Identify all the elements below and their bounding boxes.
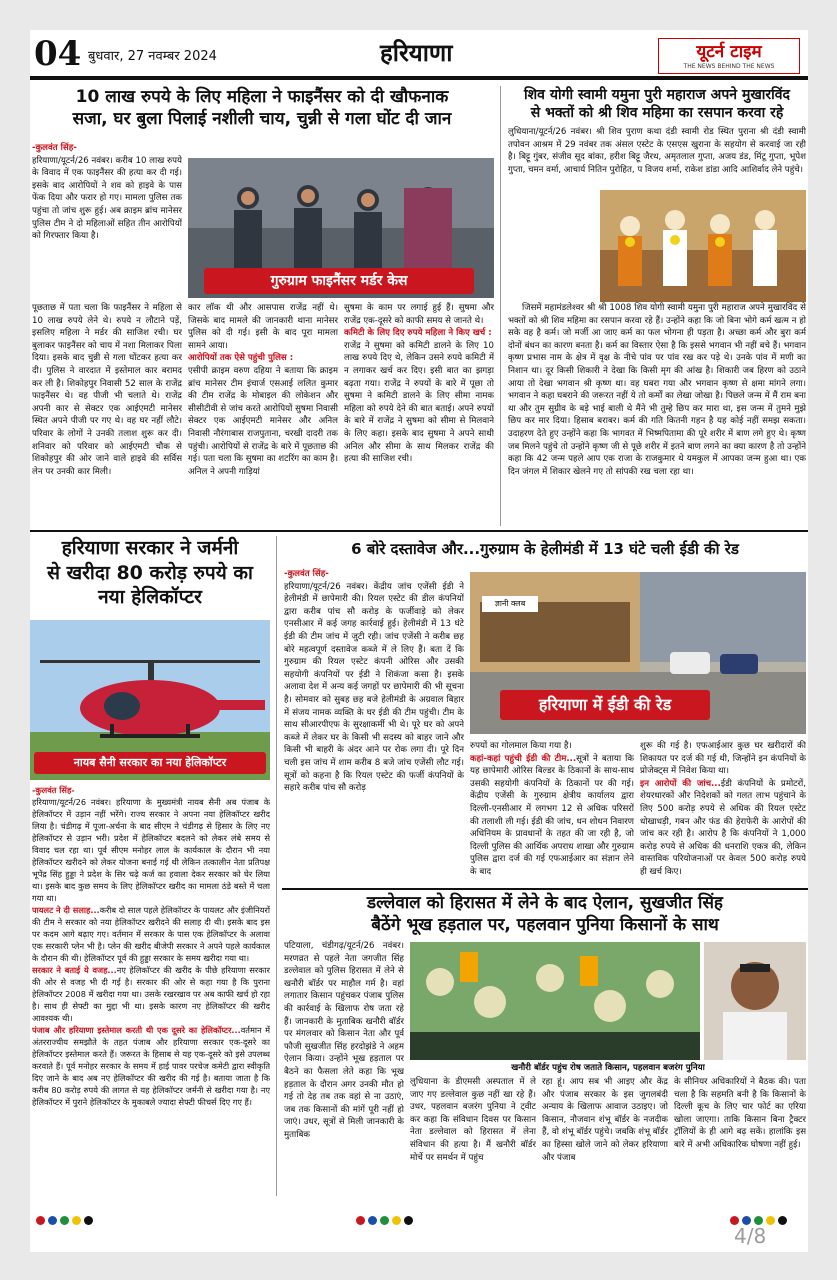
- color-dot: [380, 1216, 389, 1225]
- story3-subhead-1: पायलट ने दी सलाह...: [32, 905, 100, 915]
- story4-col2: रुपयों का गोलमाल किया गया है। कहां-कहां पहुंची ईडी की टीम...सूत्रों ने बताया कि यह छापेमारी ओरिस बिल्डर के ठिकानों के साथ-साथ उसकी सहयोगी कंपनियों के ठिकानों पर की गई। केंद्रीय एजेंसी के गुरुग्राम क्षेत्रीय कार्यालय द्वारा दिल्ली-एनसीआर में लगभग 12 से अधिक परिसरों की तलाशी ली गई। ईडी की जांच, धन शोधन निवारण अधिनियम के प्रावधानों के तहत की जा रही है, जो दिल्ली पुलिस की आर्थिक अपराध शाखा और गुरुग्राम पुलिस द्वारा दर्ज की गई एफआईआर का संज्ञान लेने के बाद: [470, 741, 634, 877]
- story1-headline-line2: सजा, घर बुला पिलाई नशीली चाय, चुन्नी से गला घोंट दी जान: [72, 109, 452, 130]
- story2-photo: [600, 190, 806, 302]
- shop-sign: ज्ञानी क्लब: [482, 596, 538, 612]
- story4-col3: शुरू की गई है। एफआईआर कुछ घर खरीदारों की शिकायत पर दर्ज की गई थी, जिन्होंने इन कंपनियों के प्रोजेक्ट्स में निवेश किया था। इन आरोपों की जांच...ईडी कंपनियों के प्रमोटरों, शेयरधारकों और निदेशकों को गलत लाभ पहुंचाने के लिए 500 करोड़ रुपये से अधिक की रियल एस्टेट धोखाधड़ी, गबन और फंड की हेराफेरी के आरोपों की जांच कर रही है। आरोप है कि कंपनियों ने 1,000 करोड़ रुपये से अधिक की धनराशि एकत्र की, लेकिन वास्तविक परियोजनाओं पर केवल 500 करोड़ रुपये ही खर्च किए।: [640, 741, 806, 877]
- header-rule: [30, 76, 808, 80]
- color-dot: [392, 1216, 401, 1225]
- story1-col2-text-b: एसीपी क्राइम वरुण दहिया ने बताया कि क्राइम ब्रांच मानेसर टीम इंचार्ज एसआई ललित कुमार की टीम राजेंद्र के मोबाइल की लोकेशन और सीसीटीवी से जांच करते आरोपियों सुषमा निवासी सेक्टर एक आईएमटी मानेसर और अनिल निवासी नौरंगाबास राजपुताना, चरखी दादरी तक पहुंची। आरोपियों से राजेंद्र के बारे में पूछताछ की गई। पता चला कि सुषमा का शटरिंग का काम है। अनिल ने अपनी गाड़ियां: [188, 365, 338, 477]
- story5-col1: पटियाला, चंडीगढ़/यूटर्न/26 नवंबर। मरणव्रत से पहले नेता जगजीत सिंह डल्लेवाल को पुलिस हिरासत में लेने से खनौरी बॉर्डर पर माहौल गर्म है। वहां लगातार किसान पहुंचकर पंजाब पुलिस की कार्रवाई के खिलाफ रोष जता रहे हैं। जानकारी के मुताबिक खनौरी बॉर्डर पर मंगलवार को किसान नेता और पूर्व फौजी सुखजीत सिंह हरदोझंडे ने अहम ऐलान किया। उन्होंने भूख हड़ताल पर बैठने का फैसला लेते कहा कि भूख हड़ताल के दौरान अगर उनकी मौत हो गई तो देह तब तक वहां से ना उठाएं, जब तक किसानों की मांगें पूरी नहीं हो जाएं। उधर, सूत्रों से मिली जानकारी के मुताबिक: [284, 941, 404, 1140]
- color-dot: [84, 1216, 93, 1225]
- color-dot: [72, 1216, 81, 1225]
- story5-photo: [410, 942, 806, 1060]
- story4-col3-text-a: शुरू की गई है। एफआईआर कुछ घर खरीदारों की शिकायत पर दर्ज की गई थी, जिन्होंने इन कंपनियों के प्रोजेक्ट्स में निवेश किया था।: [640, 741, 806, 777]
- story5-col2: लुधियाना के डीएमसी अस्पताल में ले जाए गए डल्लेवाल कुछ नहीं खा रहे हैं। उधर, पहलवान बजरंग पुनिया ने ट्वीट कर कहा कि संविधान दिवस पर किसान नेता डल्लेवाल को हिरासत में लेना संविधान की हत्या है। मैं खनौरी बॉर्डर मोर्चे पर समर्थन में पहुंच: [410, 1077, 536, 1163]
- story3-headline-line3: नया हेलिकॉप्टर: [98, 586, 202, 609]
- story4-col1-text: हरियाणा/यूटर्न/26 नवंबर। केंद्रीय जांच एजेंसी ईडी ने हेलीमंडी में छापेमारी की। रियल एस्टेट की डील कंपनियों द्वारा करीब पांच सौ करोड़ के फर्जीवाड़े को लेकर एनसीआर में कई जगह कार्रवाई हुई। हेलीमंडी में 13 घंटे ईडी की टीम जांच में जुटी रही। जांच एजेंसी ने करीब छह बोरे महत्वपूर्ण दस्तावेज कब्जे में ले लिए हैं। बता दें कि गुरुग्राम की रियल एस्टेट कंपनी ओरिस और उसकी सहयोगी कंपनियों पर ईडी ने शिकंजा कसा है। इसके अलावा देश में अन्य कई जगहों पर छापेमारी की भी सूचना है। सोमवार को सुबह छह बजे हेलीमंडी के अग्रवाल बिहार में संजय नामक व्यक्ति के घर ईडी की टीम पहुंची। टीम के साथ सीआरपीएफ के सुरक्षाकर्मी भी थे। पूरे घर को अपने कब्जे में लेकर घर के किसी भी सदस्य को बाहर जाने और किसी भी बाहरी के अंदर आने पर रोक लगा दी। पूरे दिन चली इस जांच में शाम करीब 8 बजे जांच एजेंसी लौट गई। सूत्रों को कहना है कि रियल एस्टेट की फर्जी कंपनियों के सहारे करीब पांच सौ करोड़: [284, 581, 464, 794]
- story4-headline: 6 बोरे दस्तावेज और...गुरुग्राम के हेलीमंडी में 13 घंटे चली ईडी की रेड: [351, 540, 739, 558]
- story1-headline-line1: 10 लाख रुपये के लिए महिला ने फाइनैंसर को दी खौफनाक: [75, 87, 449, 107]
- issue-date: बुधवार, 27 नवम्बर 2024: [88, 49, 217, 64]
- page-number: 04: [34, 34, 82, 74]
- logo-title: यूटर्न टाइम: [696, 42, 762, 62]
- story5-col3: रहा हूं। आप सब भी आइए और केंद्र और पंजाब सरकार के इस जुगलबंदी अन्याय के खिलाफ आवाज उठाइए। जो किसान, नौजवान शंभू बॉर्डर के नजदीक हैं, वो शंभू बॉर्डर पहुंचे। जबकि शंभू बॉर्डर का हिस्सा खोले जाने को लेकर हरियाणा और पंजाब: [542, 1077, 668, 1163]
- color-dot: [356, 1216, 365, 1225]
- story3-photo-caption: नायब सैनी सरकार का नया हेलिकॉप्टर: [34, 752, 266, 774]
- story1-col1: पूछताछ में पता चला कि फाइनैंसर ने महिला से 10 लाख रुपये लेने थे। रुपये न लौटाने पड़ें, इसलिए महिला ने मर्डर की साजिश रची। घर बुलाकर फाइनैंसर को चाय में नशा मिलाकर पिला दिया। इसके बाद चुन्नी से गला घोंटकर हत्या कर दी। पुलिस ने वारदात में इस्तेमाल कार बरामद कर ली है। शिकोहपुर निवासी 52 साल के राजेंद्र फाइनैंसर थे। वह पीजी भी चलाते थे। राजेंद्र अपनी कार से सेक्टर एक आईएमटी मानेसर स्थित अपने पीजी पर गए थे। वह घर नहीं लौटे। परिवार के लोगों ने उनकी तलाश शुरू कर दी। शनिवार को परिवार को आईएमटी चौक से शिकोहपुर की ओर जाने वाले हाइवे की सर्विस लेन पर उनकी कार मिली।: [32, 303, 182, 477]
- color-dot: [368, 1216, 377, 1225]
- story1-col2-text-a: कार लॉक थी और आसपास राजेंद्र नहीं थे। जिसके बाद मामले की जानकारी थाना मानेसर पुलिस को दी गई। इसी के बाद पूरा मामला सामने आया।: [188, 303, 338, 351]
- story1-lead: [32, 142, 182, 300]
- color-dot: [36, 1216, 45, 1225]
- story4-photo: [470, 572, 806, 734]
- story1-col2-subhead: आरोपियों तक ऐसे पहुंची पुलिस :: [188, 353, 294, 364]
- page-footer: [30, 1202, 808, 1252]
- story2-headline: [506, 86, 808, 122]
- religious-event-photo: [600, 190, 806, 302]
- section-rule: [282, 888, 808, 890]
- color-dot: [404, 1216, 413, 1225]
- story1-headline: [30, 86, 494, 130]
- story3-byline: -कुलवंत सिंह-: [32, 785, 75, 795]
- column-divider: [500, 86, 501, 526]
- story4-photo-caption: हरियाणा में ईडी की रेड: [500, 690, 710, 720]
- color-dot: [778, 1216, 787, 1225]
- story1-col3-subhead: कमिटी के लिए दिए रुपये महिला ने किए खर्च :: [344, 328, 492, 339]
- story4-subhead-1: कहां-कहां पहुंची ईडी की टीम...: [470, 753, 577, 764]
- story1-col3: [344, 302, 494, 520]
- story4-col1: [284, 568, 464, 884]
- section-title: हरियाणा: [380, 39, 453, 67]
- color-dot: [60, 1216, 69, 1225]
- story2-headline-line2: से भक्तों को श्री शिव महिमा का रसपान करवा रहे: [530, 105, 784, 122]
- story5-photo-caption: खनौरी बॉर्डर पहुंच रोष जताते किसान, पहलवान बजरंग पुनिया: [511, 1063, 705, 1073]
- story2-lead-a: लुधियाना/यूटर्न/26 नवंबर। श्री शिव पुराण कथा दंडी स्वामी रोड स्थित पुराना श्री दंडी स्वामी तपोवन आश्रम में 29 नवंबर तक अंसल एस्टेट के एसएस खुराना के सहयोग से करवाई जा रही है। बिट्टू गुंबर, संजीव सूद बांका, हरीश बिट्टू जैरथ, अमृतलाल गुप्ता, अजय डंड, मिंटू गुप्ता, भूपेश गुप्ता, चमन वर्मा, आचार्य नितिन पुरोहित, प विजय शर्मा, राकेश डांडा आदि आशिर्वाद लेने पहुंचे।: [508, 127, 806, 175]
- color-dot: [766, 1216, 775, 1225]
- story5-headline-line2: बैठेंगे भूख हड़ताल पर, पहलवान पुनिया किसानों के साथ: [371, 915, 719, 936]
- story1-photo-caption: गुरुग्राम फाइनैंसर मर्डर केस: [204, 268, 474, 294]
- story2-headline-line1: शिव योगी स्वामी यमुना पुरी महाराज अपने मुखारविंद: [524, 87, 790, 103]
- newspaper-page: [30, 30, 808, 1252]
- column-divider: [276, 536, 277, 1196]
- protest-photo: [410, 942, 806, 1060]
- story3-headline: [30, 536, 270, 610]
- story2-body: जिसमें महामंडलेश्वर श्री श्री 1008 शिव योगी स्वामी यमुना पुरी महाराज अपने मुखारविंद से भक्तों को श्री शिव महिमा का रसपान करवा रहे हैं। उन्होंने कहा कि जो बिना भोगे कर्म खत्म न हो सके वह है कर्म। जो मर्जी आ जाए कर्म का फल भोगना ही पड़ता है। अच्छा कर्म और बुरा कर्म दोनों बंधन का कारण बनता है। कर्म का विस्तार ऐसा है कि इससे भगवान भी नहीं बचे हैं। भगवान कृष्ण प्रभास नाम के क्षेत्र में वृक्ष के नीचे पांव पर पांव रख कर पड़े थे। उनके पांव में मणी का निशान था। दूर किसी शिकारी ने देखा कि किसी मृग की आंख है। शिकारी जब हिरण को उठाने आया तो देखा भगवान श्री कृष्ण था। वह घबरा गया और भगवान कृष्ण से क्षमा मांगने लगा। भगवान ने कहा घबराने की जरूरत नहीं ये तो कर्मों का लेखा जोखा है। पिछले जन्म में मैं राम बना था और तुम सुग्रीव के बड़े भाई बाली थे मैंने भी तुम्हे छिप कर मारा था, इस जन्म में तुमने मुझे छिप कर मार दिया। हिसाब बराबर। कर्म की गति कितनी गहन है यह कोई नहीं समझ सकता। उदाहरण देते हुए उन्होंने कहा कि भागवत में भिष्मपितामा की पूरे शरीर में बाण लगे हुए थे। कृष्ण जब मिलने पहुंचे तो उन्होंने कृष्ण जी से पूछे शरीर में इतने बाण लगने का क्या कारण है तो उन्होंने कहा कि 42 जन्म पहले आप एक राजा के राजकुमार थे यमकुल में आपका जन्म हुआ था। एक दिन जंगल में शिकार खेलने गए तो सांपकी रख चला रहा था।: [508, 303, 806, 477]
- story1-col3-text-a: सुषमा के काम पर लगाई हुई हैं। सुषमा और राजेंद्र एक-दूसरे को काफी समय से जानते थे।: [344, 303, 494, 326]
- section-rule: [30, 530, 808, 532]
- story3-p1: हरियाणा/यूटर्न/26 नवंबर। हरियाणा के मुख्यमंत्री नायब सैनी अब पंजाब के हेलिकॉप्टर में उड़ान नहीं भरेंगे। राज्य सरकार ने अपना नया हेलिकॉप्टर खरीद लिया है। चंडीगढ़ में पूजा-अर्चना के बाद सीएम ने चंडीगढ़ से हिसार के लिए नए हेलिकॉप्टर से उड़ान भरी। प्रदेश में हेलिकॉप्टर बदलने को लेकर लंबे समय से विवाद चल रहा था। पूर्व सीएम मनोहर लाल के कार्यकाल के दौरान भी नया हेलिकॉप्टर खरीदने को लेकर योजना बनाई गई थी लेकिन तत्कालीन नेता प्रतिपक्ष भूपेंद्र सिंह हुड्डा ने प्रदेश के सिर चढ़े कर्ज का हवाला देकर सरकार को घेर लिया था। इसके बाद कुछ समय के लिए हेलिकॉप्टर खरीद का मामला ठंडे बस्ते में चला गया था।: [32, 797, 270, 903]
- story5-headline-line1: डल्लेवाल को हिरासत में लेने के बाद ऐलान, सुखजीत सिंह: [367, 893, 723, 913]
- story3-photo: [30, 620, 270, 780]
- color-dots-center: [356, 1210, 416, 1229]
- story3-headline-line2: से खरीदा 80 करोड़ रुपये का: [47, 561, 253, 584]
- story4-subhead-2: इन आरोपों की जांच...: [640, 778, 721, 789]
- story3-subhead-2: सरकार ने बताई ये वजह...: [32, 965, 117, 975]
- story3-headline-line1: हरियाणा सरकार ने जर्मनी: [61, 537, 239, 559]
- story4-col2-text-a: रुपयों का गोलमाल किया गया है।: [470, 741, 572, 751]
- story1-col3-text-b: राजेंद्र ने सुषमा को कमिटी डालने के लिए 10 लाख रुपये दिए थे, लेकिन उसने रुपये कमिटी में न लगाकर खर्च कर दिए। इसी बात का झगड़ा बढ़ता गया। राजेंद्र ने रुपयों के बारे में पूछा तो सुषमा ने कमिटी डालने के लिए सीमा नामक महिला को रुपये देने की बात बताई। अपने रुपयों के बारे में राजेंद्र ने सुषमा को सीमा से मिलवाने के लिए कहा। इसके बाद सुषमा ने अपने साथी अनिल और सीमा के साथ मिलकर राजेंद्र की हत्या की साजिश रची।: [344, 340, 494, 465]
- story1-byline: -कुलवंत सिंह-: [32, 143, 77, 153]
- story1-col2: [188, 302, 338, 520]
- story5-headline: [282, 892, 808, 936]
- story4-byline: -कुलवंत सिंह-: [284, 569, 329, 579]
- page-indicator: 4/8: [734, 1224, 767, 1248]
- color-dot: [48, 1216, 57, 1225]
- story5-col4: के सीनियर अधिकारियों ने बैठक की। पता चला है कि सहमति बनी है कि किसानों के दिल्ली कूच के लिए चार फोर्ट का एरिया खोला जाएगा। ताकि किसान बिना ट्रैक्टर ट्रॉलियों के ही आगे बढ़ सकें। हालांकि इस बारे में अभी अधिकारिक घोषणा नहीं हुई।: [674, 1077, 806, 1150]
- logo-tagline: THE NEWS BEHIND THE NEWS: [683, 63, 775, 70]
- story1-photo: [188, 158, 494, 298]
- newspaper-logo: [658, 38, 800, 74]
- story3-body: -कुलवंत सिंह- हरियाणा/यूटर्न/26 नवंबर। हरियाणा के मुख्यमंत्री नायब सैनी अब पंजाब के हेलिकॉप्टर में उड़ान नहीं भरेंगे। राज्य सरकार ने अपना नया हेलिकॉप्टर खरीद लिया है। चंडीगढ़ में पूजा-अर्चना के बाद सीएम ने चंडीगढ़ से हिसार के लिए नए हेलिकॉप्टर से उड़ान भरी। प्रदेश में हेलिकॉप्टर बदलने को लेकर लंबे समय से विवाद चल रहा था। पूर्व सीएम मनोहर लाल के कार्यकाल के दौरान भी नया हेलिकॉप्टर खरीदने को लेकर योजना बनाई गई थी लेकिन तत्कालीन नेता प्रतिपक्ष भूपेंद्र सिंह हुड्डा ने प्रदेश के सिर चढ़े कर्ज का हवाला देकर सरकार को घेर लिया था। इसके बाद कुछ समय के लिए हेलिकॉप्टर खरीद का मामला ठंडे बस्ते में चला गया था। पायलट ने दी सलाह...करीब दो साल पहले हेलिकॉप्टर के पायलट और इंजीनियरों की टीम ने सरकार को नया हेलिकॉप्टर खरीदने की सलाह दी थी। इसके बाद इस पर कदम आगे बढ़ाए गए। वर्तमान में सरकार के पास एक हेलिकॉप्टर के अलावा एक सरकारी प्लेन भी है। प्लेन की खरीद बीजेपी सरकार ने अपने पहले कार्यकाल के दौरान की थी। हेलिकॉप्टर पूर्व की हुड्डा सरकार के समय खरीदा गया था। सरकार ने बताई ये वजह...नए हेलिकॉप्टर की खरीद के पीछे हरियाणा सरकार की ओर से वजह भी दी गई है। सरकार की ओर से कहा गया है कि पुराना हेलिकॉप्टर 2008 में खरीदा गया था। उसके रखरखाव पर अब काफी खर्च हो रहा है। साथ ही सेफ्टी का मुद्दा भी था। इसके कारण नए हेलिकॉप्टर की खरीद आवश्यक थी। पंजाब और हरियाणा इस्तेमाल करती थी एक दूसरे का हेलिकॉप्टर...वर्तमान में अंतरराज्यीय समझौते के तहत पंजाब और हरियाणा सरकार एक-दूसरे का हेलिकॉप्टर इस्तेमाल करते हैं। जरूरत के हिसाब से यह एक-दूसरे को इसे उपलब्ध करवाते हैं। पूर्व मनोहर सरकार के समय में हाई पावर परचेज कमेटी द्वारा स्वीकृति दिए जाने के बाद अब नए हेलिकॉप्टर की खरीद की गई है। बताया जाता है कि करीब 80 करोड़ रुपये की लागत से यह हेलिकॉप्टर जर्मनी से खरीदा गया है। नए हेलिकॉप्टर में पुराने हेलिकॉप्टर के मुकाबले ज्यादा सेफ्टी फीचर्स दिए गए हैं।: [32, 785, 270, 1107]
- color-dots-left: [36, 1210, 96, 1229]
- story3-subhead-3: पंजाब और हरियाणा इस्तेमाल करती थी एक दूसरे का हेलिकॉप्टर...: [32, 1025, 241, 1035]
- story1-lead-text: हरियाणा/यूटर्न/26 नवंबर। करीब 10 लाख रुपये के विवाद में एक फाइनैंसर की हत्या कर दी गई। इसके बाद आरोपियों ने शव को हाइवे के पास फेंक दिया और फरार हो गए। मामला पुलिस तक पहुंचा तो जांच शुरू हुई। अब क्राइम ब्रांच मानेसर पुलिस टीम ने दो महिलाओं सहित तीन आरोपियों को गिरफ्तार किया है।: [32, 155, 182, 242]
